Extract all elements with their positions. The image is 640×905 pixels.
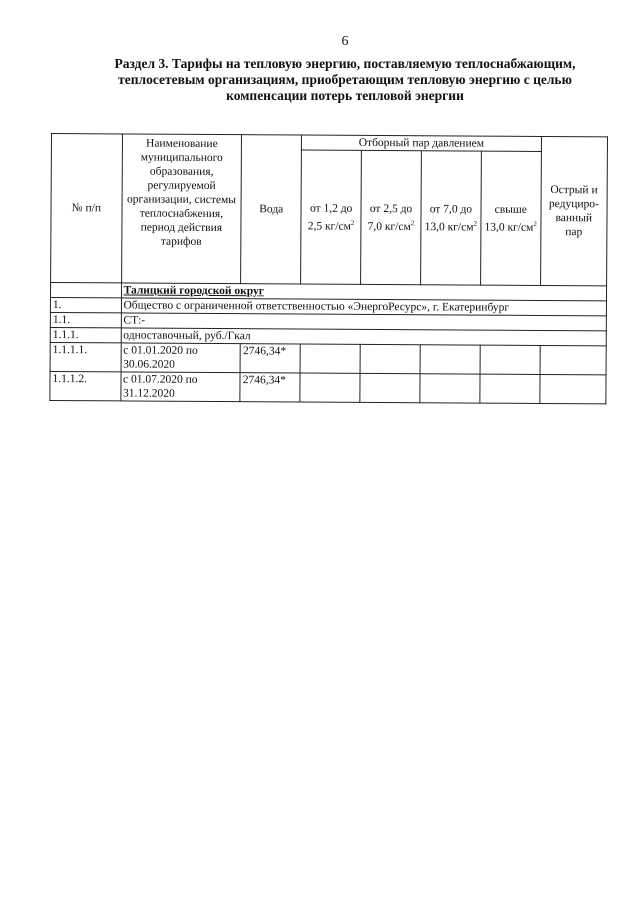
header-pressure-2: от 2,5 до 7,0 $кг/см^2$ [361, 150, 422, 284]
tariff-water-value: 2746,34* [240, 344, 300, 373]
heading-line-3: компенсации потерь тепловой энергии [226, 88, 464, 103]
empty-cell [360, 344, 420, 373]
tariff-table-wrapper [49, 133, 608, 404]
empty-cell [420, 345, 480, 374]
row-organization: Общество с ограниченной ответственностью «ЭнергоРесурс», г. Екатеринбург [121, 298, 607, 316]
empty-cell [540, 345, 606, 374]
header-steam-group: Отборный пар давлением [302, 135, 542, 151]
header-sharp-steam [540, 136, 607, 285]
header-pressure-1: от 1,2 до 2,5 $кг/см^2$ [301, 150, 362, 284]
row-system: СТ:- [121, 313, 607, 331]
section-heading [80, 56, 610, 104]
header-sharp-line-1: Острый и [550, 184, 598, 197]
empty-cell [480, 374, 540, 403]
row-num: 1.1. [50, 312, 121, 327]
row-tariff-type: одноставочный, руб./Гкал [121, 328, 607, 346]
tariff-water-value: 2746,34* [240, 373, 300, 402]
empty-cell [480, 345, 540, 374]
heading-line-2: теплосетевым организациям, приобретающим тепловую энергию с целью [118, 72, 572, 87]
tariff-row-num: 1.1.1.2. [50, 371, 121, 400]
header-pressure-4: свыше 13,0 $кг/см^2$ [480, 151, 541, 285]
region-name: Талицкий городской округ [123, 284, 265, 298]
header-num: № п/п [51, 134, 122, 283]
header-pressure-3: от 7,0 до 13,0 $кг/см^2$ [421, 151, 482, 285]
empty-cell [420, 374, 480, 403]
header-sharp-line-2: редуциро- [548, 198, 599, 211]
row-num: 1. [50, 298, 121, 313]
heading-line-1: Раздел 3. Тарифы на тепловую энергию, поставляемую теплоснабжающим, [114, 56, 576, 71]
row-num: 1.1.1. [50, 327, 121, 342]
tariff-row-num: 1.1.1.1. [50, 342, 121, 371]
header-water: Вода [241, 135, 302, 284]
empty-cell [300, 344, 360, 373]
page-number: 6 [341, 34, 349, 49]
tariff-table [49, 133, 608, 404]
empty-cell [360, 373, 420, 402]
tariff-period: с 01.01.2020 по 30.06.2020 [121, 343, 241, 373]
empty-cell [300, 373, 360, 402]
header-sharp-line-3: ванный [555, 212, 593, 225]
empty-cell [540, 374, 606, 403]
region-num-cell [50, 283, 121, 298]
header-name: Наименование муниципального образования, регулируемой организации, системы теплоснабжения, период действия тарифов [121, 134, 242, 284]
header-sharp-line-4: пар [565, 226, 583, 239]
tariff-period: с 01.07.2020 по 31.12.2020 [120, 372, 240, 402]
